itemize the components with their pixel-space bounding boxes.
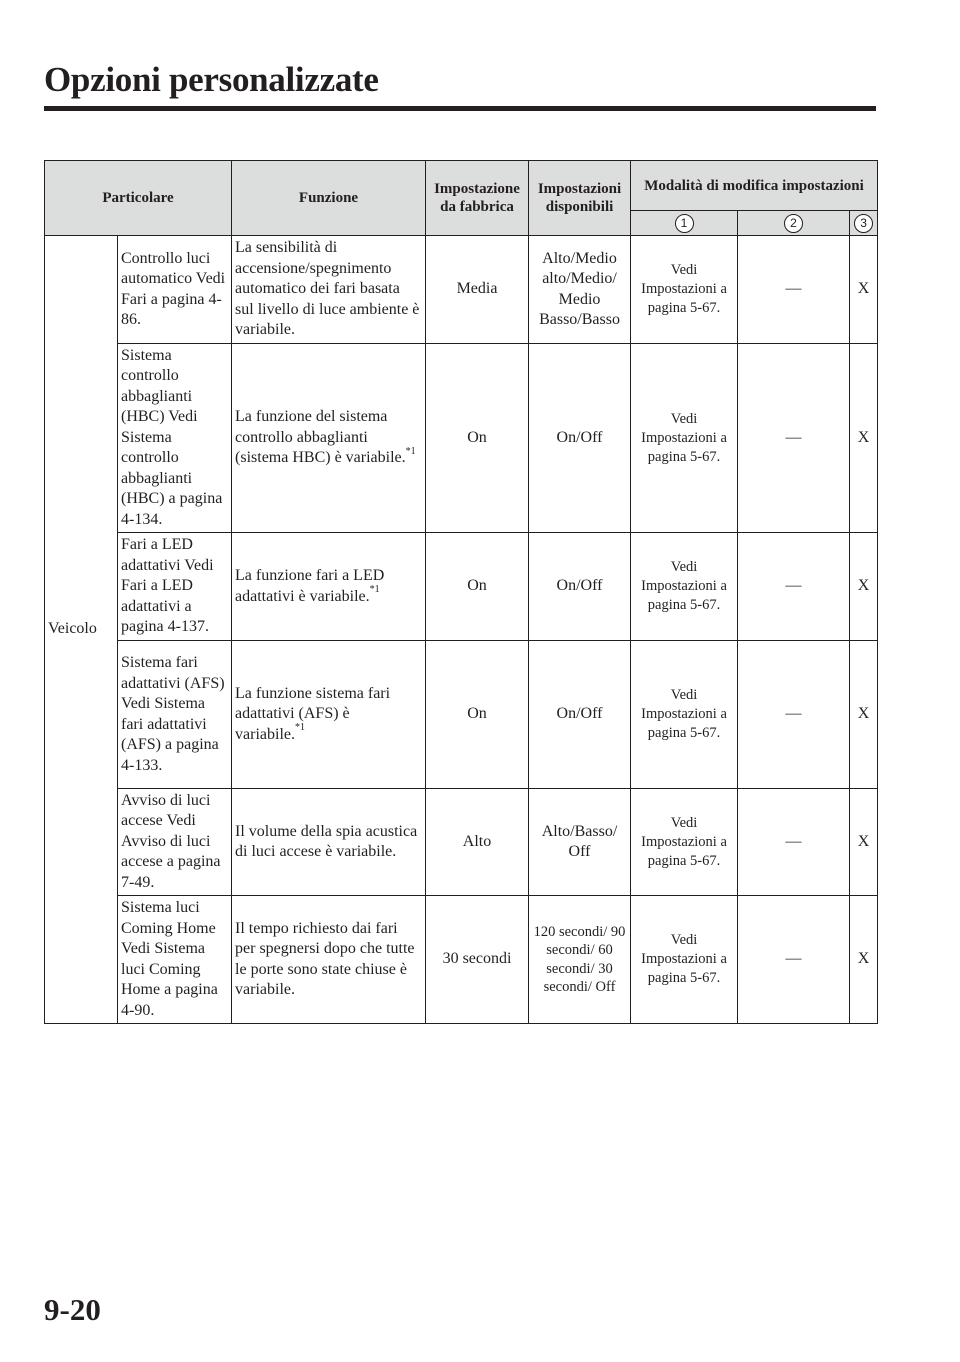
settings-table [44, 160, 878, 1024]
fabbrica-cell: On [426, 641, 529, 789]
mode-2-cell: — [738, 641, 850, 789]
fabbrica-cell: Media [426, 236, 529, 344]
table-row [45, 236, 878, 344]
header-particolare: Particolare [45, 161, 232, 236]
header-modalita: Modalità di modifica impostazioni [631, 161, 878, 211]
mode-2-badge: 2 [784, 214, 803, 233]
descrizione-cell [232, 533, 426, 641]
funzione-cell: Fari a LED adattativi Vedi Fari a LED adattativi a pagina 4-137. [118, 533, 232, 641]
table-row [45, 641, 878, 789]
footnote-marker: *1 [405, 445, 416, 457]
mode-1-cell: Vedi Impostazioni a pagina 5-67. [631, 641, 738, 789]
header-impostazione-fabbrica: Impostazione da fabbrica [426, 161, 529, 236]
disponibili-cell: On/Off [529, 533, 631, 641]
table-row [45, 533, 878, 641]
header-mode-3 [850, 211, 878, 236]
descrizione-text: La funzione sistema fari adattativi (AFS) è variabile. [235, 684, 391, 743]
mode-1-cell: Vedi Impostazioni a pagina 5-67. [631, 896, 738, 1024]
descrizione-text: Il volume della spia acustica di luci accese è variabile. [235, 822, 418, 860]
mode-2-cell: — [738, 533, 850, 641]
footnote-marker: *1 [294, 722, 305, 734]
descrizione-cell [232, 789, 426, 896]
mode-2-cell: — [738, 789, 850, 896]
title-rule [44, 106, 876, 111]
disponibili-cell: On/Off [529, 641, 631, 789]
fabbrica-cell: On [426, 533, 529, 641]
fabbrica-cell: 30 secondi [426, 896, 529, 1024]
mode-1-badge: 1 [675, 214, 694, 233]
table-row [45, 896, 878, 1024]
mode-3-cell: X [850, 533, 878, 641]
page-title: Opzioni personalizzate [44, 60, 379, 99]
page-number: 9-20 [44, 1292, 101, 1327]
header-funzione: Funzione [232, 161, 426, 236]
fabbrica-cell: On [426, 344, 529, 533]
mode-1-cell: Vedi Impostazioni a pagina 5-67. [631, 789, 738, 896]
descrizione-cell [232, 641, 426, 789]
funzione-cell: Controllo luci automatico Vedi Fari a pagina 4-86. [118, 236, 232, 344]
funzione-cell: Sistema controllo abbaglianti (HBC) Vedi Sistema controllo abbaglianti (HBC) a pagina 4-134. [118, 344, 232, 533]
mode-3-cell: X [850, 344, 878, 533]
table-row [45, 789, 878, 896]
mode-1-cell: Vedi Impostazioni a pagina 5-67. [631, 236, 738, 344]
mode-2-cell: — [738, 344, 850, 533]
descrizione-cell [232, 896, 426, 1024]
footnote-marker: *1 [369, 584, 380, 596]
funzione-cell: Sistema luci Coming Home Vedi Sistema luci Coming Home a pagina 4-90. [118, 896, 232, 1024]
mode-2-cell: — [738, 896, 850, 1024]
descrizione-text: La funzione del sistema controllo abbaglianti (sistema HBC) è variabile. [235, 408, 406, 467]
disponibili-cell: On/Off [529, 344, 631, 533]
mode-3-cell: X [850, 896, 878, 1024]
mode-3-cell: X [850, 641, 878, 789]
fabbrica-cell: Alto [426, 789, 529, 896]
mode-1-cell: Vedi Impostazioni a pagina 5-67. [631, 533, 738, 641]
mode-3-badge: 3 [854, 214, 873, 233]
table-row [45, 344, 878, 533]
mode-1-cell: Vedi Impostazioni a pagina 5-67. [631, 344, 738, 533]
descrizione-cell [232, 344, 426, 533]
descrizione-text: La sensibilità di accensione/spegnimento automatico dei fari basata sul livello di luce ambiente è variabile. [235, 239, 420, 339]
header-impostazioni-disponibili: Impostazioni disponibili [529, 161, 631, 236]
header-mode-2 [738, 211, 850, 236]
disponibili-cell: 120 secondi/ 90 secondi/ 60 secondi/ 30 secondi/ Off [529, 896, 631, 1024]
disponibili-cell: Alto/Basso/ Off [529, 789, 631, 896]
header-mode-1 [631, 211, 738, 236]
mode-2-cell: — [738, 236, 850, 344]
funzione-cell: Sistema fari adattativi (AFS) Vedi Sistema fari adattativi (AFS) a pagina 4-133. [118, 641, 232, 789]
funzione-cell: Avviso di luci accese Vedi Avviso di luci accese a pagina 7-49. [118, 789, 232, 896]
disponibili-cell: Alto/Medio alto/Medio/ Medio Basso/Basso [529, 236, 631, 344]
descrizione-text: Il tempo richiesto dai fari per spegnersi dopo che tutte le porte sono state chiuse è variabile. [235, 919, 415, 998]
descrizione-text: La funzione fari a LED adattativi è variabile. [235, 567, 385, 605]
mode-3-cell: X [850, 789, 878, 896]
mode-3-cell: X [850, 236, 878, 344]
descrizione-cell [232, 236, 426, 344]
category-cell: Veicolo [45, 236, 118, 1024]
